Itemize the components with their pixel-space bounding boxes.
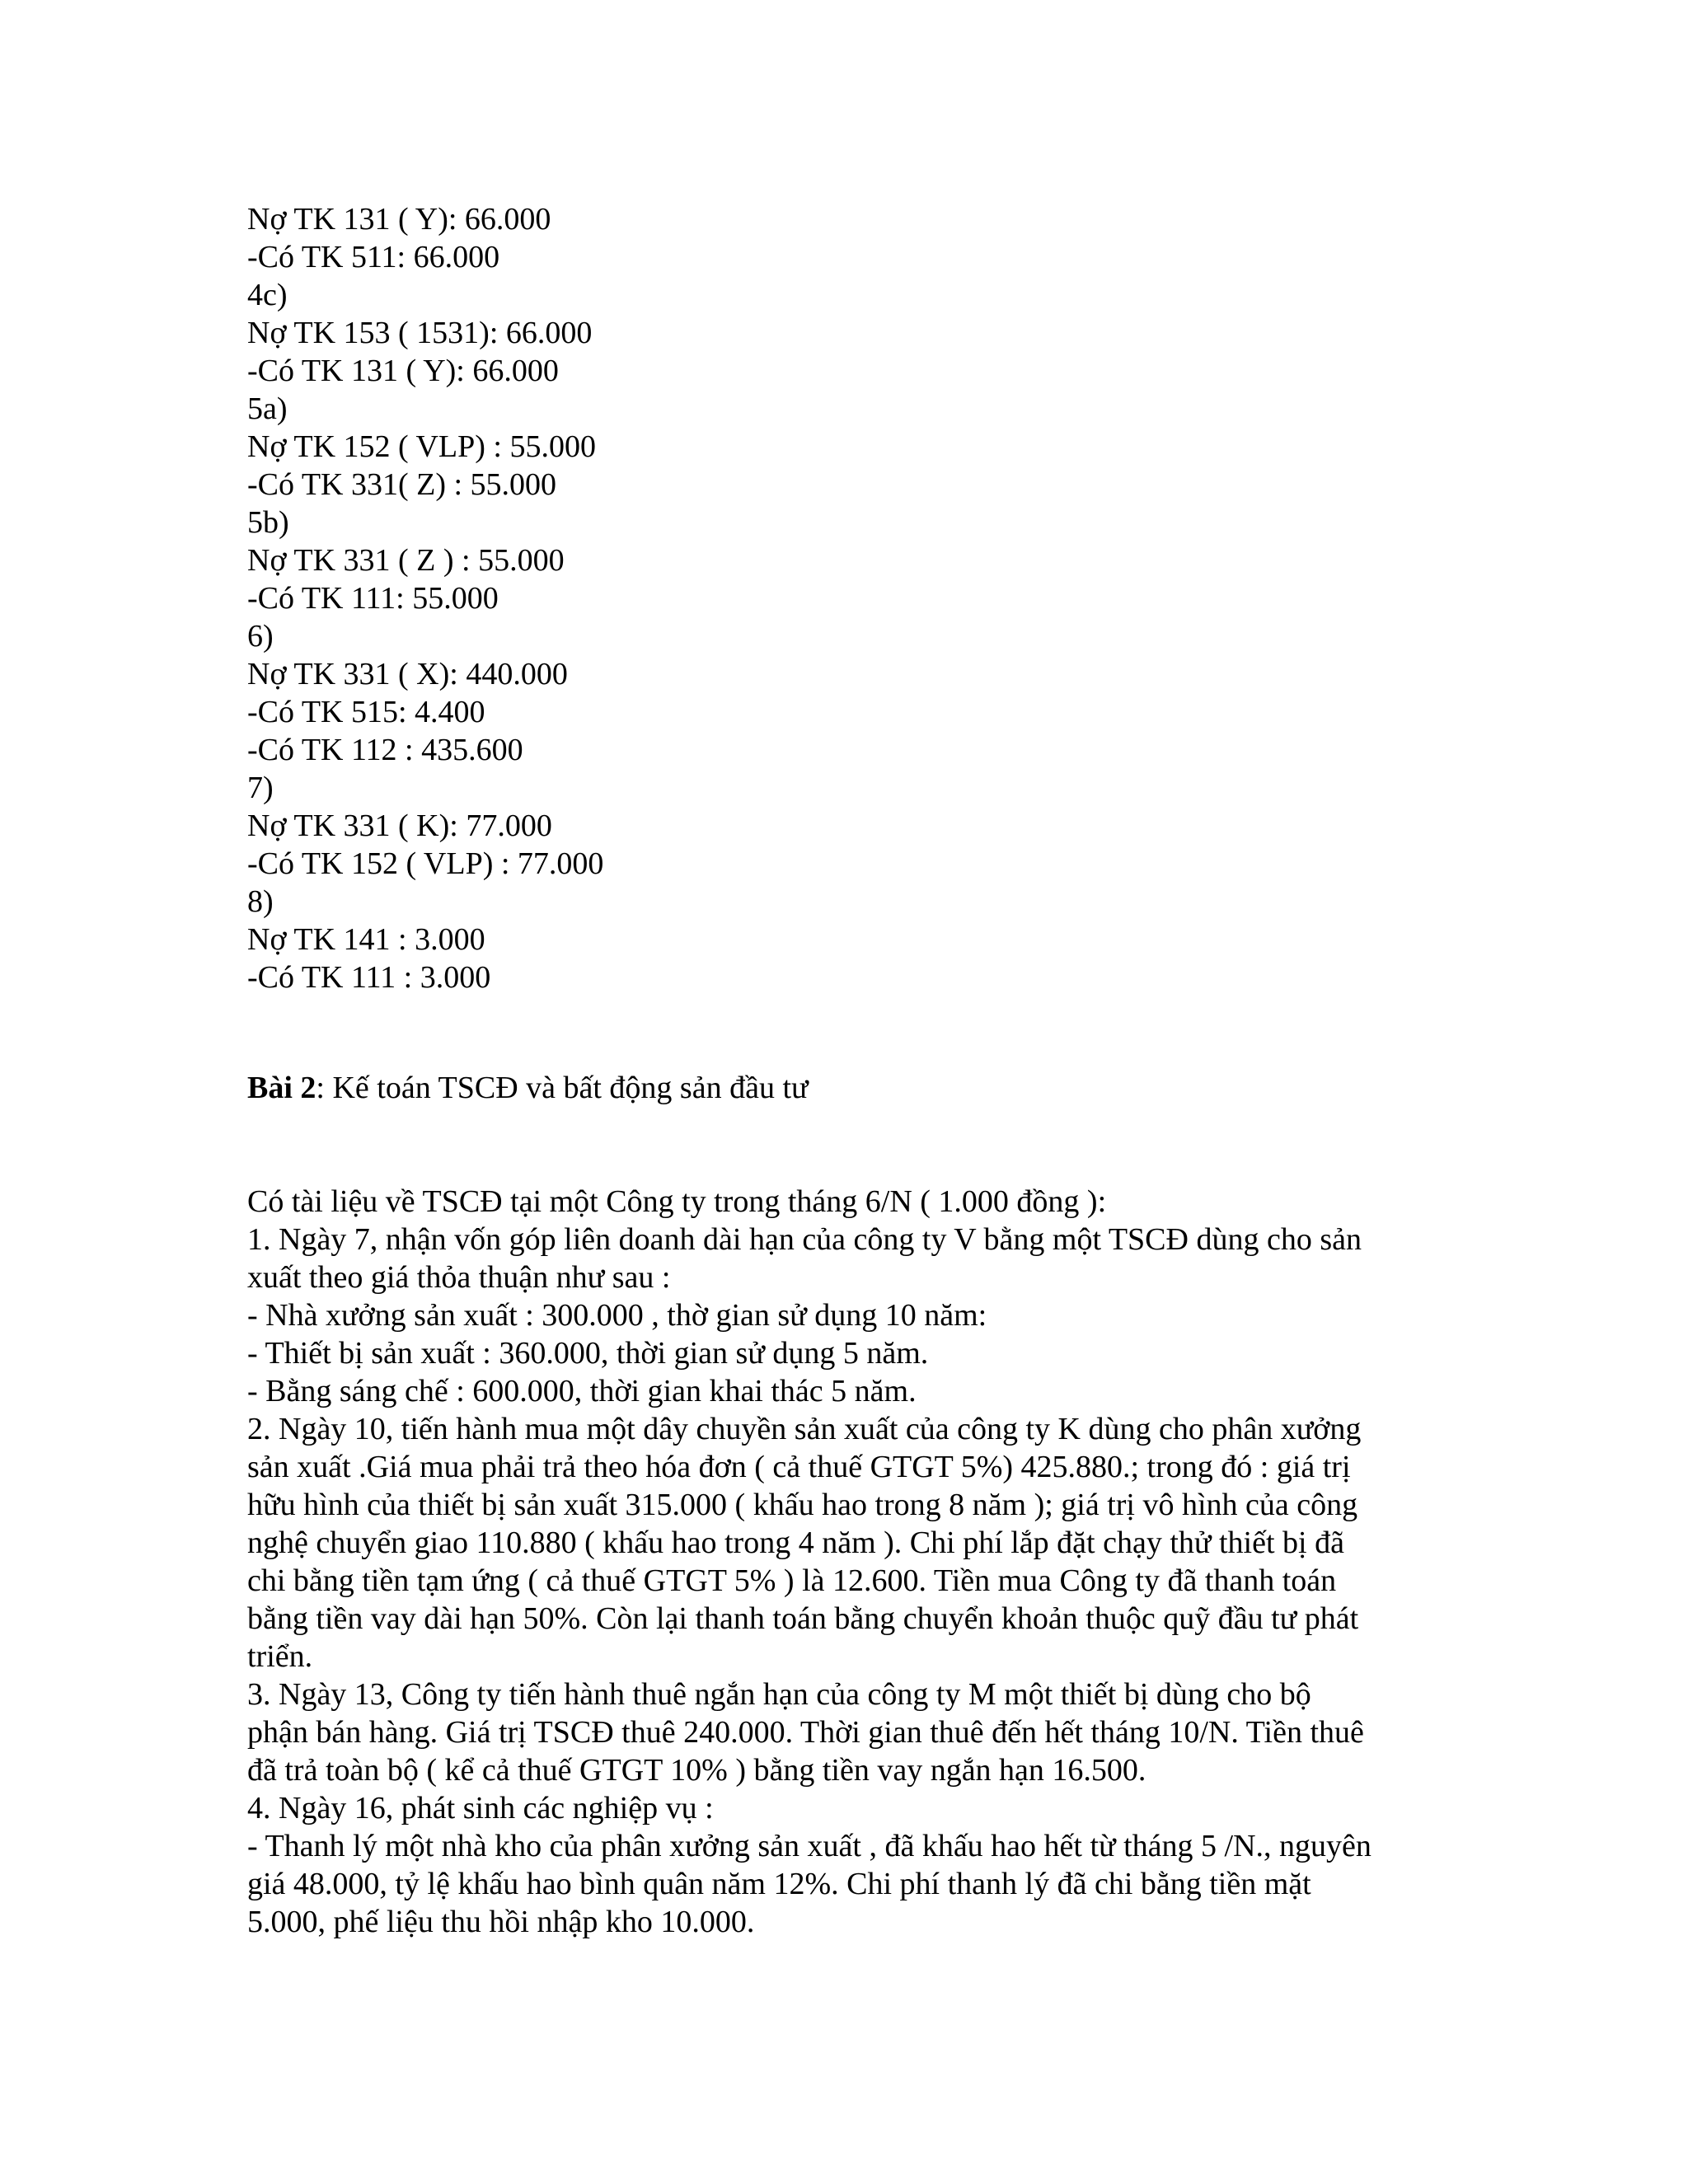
section-title-text: : Kế toán TSCĐ và bất động sản đầu tư: [316, 1071, 809, 1105]
body-line: 4. Ngày 16, phát sinh các nghiệp vụ :: [247, 1791, 714, 1825]
body-line: Có tài liệu về TSCĐ tại một Công ty trong tháng 6/N ( 1.000 đồng ):: [247, 1184, 1107, 1219]
journal-line: -Có TK 111 : 3.000: [247, 960, 491, 995]
body-line: - Thiết bị sản xuất : 360.000, thời gian sử dụng 5 năm.: [247, 1336, 929, 1371]
body-line: 5.000, phế liệu thu hồi nhập kho 10.000.: [247, 1905, 755, 1939]
journal-entries: [247, 200, 1484, 996]
journal-line: -Có TK 112 : 435.600: [247, 733, 523, 767]
journal-line: -Có TK 511: 66.000: [247, 240, 500, 274]
journal-line: 4c): [247, 278, 288, 312]
body-line: xuất theo giá thỏa thuận như sau :: [247, 1260, 671, 1295]
body-line: - Thanh lý một nhà kho của phân xưởng sản xuất , đã khấu hao hết từ tháng 5 /N., nguyên: [247, 1829, 1372, 1863]
body-line: nghệ chuyển giao 110.880 ( khấu hao trong 4 năm ). Chi phí lắp đặt chạy thử thiết bị đã: [247, 1526, 1344, 1560]
body-line: 2. Ngày 10, tiến hành mua một dây chuyền sản xuất của công ty K dùng cho phân xưởng: [247, 1412, 1362, 1446]
body-line: hữu hình của thiết bị sản xuất 315.000 ( khấu hao trong 8 năm ); giá trị vô hình của công: [247, 1488, 1358, 1522]
section-heading: [247, 1069, 809, 1107]
journal-line: Nợ TK 141 : 3.000: [247, 922, 485, 957]
body-line: chi bằng tiền tạm ứng ( cả thuế GTGT 5% ) là 12.600. Tiền mua Công ty đã thanh toán: [247, 1563, 1337, 1598]
body-line: giá 48.000, tỷ lệ khấu hao bình quân năm 12%. Chi phí thanh lý đã chi bằng tiền mặt: [247, 1867, 1311, 1901]
journal-line: -Có TK 152 ( VLP) : 77.000: [247, 846, 604, 881]
journal-line: 8): [247, 884, 274, 919]
journal-line: 6): [247, 619, 274, 654]
journal-line: -Có TK 111: 55.000: [247, 581, 499, 616]
body-line: - Bằng sáng chế : 600.000, thời gian khai thác 5 năm.: [247, 1374, 917, 1408]
journal-line: 5a): [247, 391, 288, 426]
journal-line: -Có TK 331( Z) : 55.000: [247, 467, 557, 502]
journal-line: Nợ TK 152 ( VLP) : 55.000: [247, 429, 596, 464]
journal-line: Nợ TK 153 ( 1531): 66.000: [247, 316, 593, 350]
body-line: bằng tiền vay dài hạn 50%. Còn lại thanh toán bằng chuyển khoản thuộc quỹ đầu tư phát: [247, 1601, 1359, 1636]
journal-line: Nợ TK 331 ( K): 77.000: [247, 808, 552, 843]
body-line: triển.: [247, 1639, 313, 1674]
journal-line: Nợ TK 331 ( Z ) : 55.000: [247, 543, 565, 578]
body-line: đã trả toàn bộ ( kể cả thuế GTGT 10% ) bằng tiền vay ngắn hạn 16.500.: [247, 1753, 1146, 1788]
exercise-body: [247, 1183, 1442, 1941]
journal-line: 7): [247, 771, 274, 805]
body-line: - Nhà xưởng sản xuất : 300.000 , thờ gian sử dụng 10 năm:: [247, 1298, 987, 1333]
body-line: sản xuất .Giá mua phải trả theo hóa đơn ( cả thuế GTGT 5%) 425.880.; trong đó : giá trị: [247, 1450, 1351, 1484]
body-line: 1. Ngày 7, nhận vốn góp liên doanh dài hạn của công ty V bằng một TSCĐ dùng cho sản: [247, 1222, 1362, 1257]
journal-line: -Có TK 131 ( Y): 66.000: [247, 354, 559, 388]
journal-line: -Có TK 515: 4.400: [247, 695, 485, 729]
journal-line: 5b): [247, 505, 289, 540]
body-line: phận bán hàng. Giá trị TSCĐ thuê 240.000. Thời gian thuê đến hết tháng 10/N. Tiền thuê: [247, 1715, 1364, 1750]
journal-line: Nợ TK 131 ( Y): 66.000: [247, 202, 551, 237]
section-label: Bài 2: [247, 1071, 316, 1105]
body-line: 3. Ngày 13, Công ty tiến hành thuê ngắn hạn của công ty M một thiết bị dùng cho bộ: [247, 1677, 1311, 1712]
journal-line: Nợ TK 331 ( X): 440.000: [247, 657, 568, 691]
